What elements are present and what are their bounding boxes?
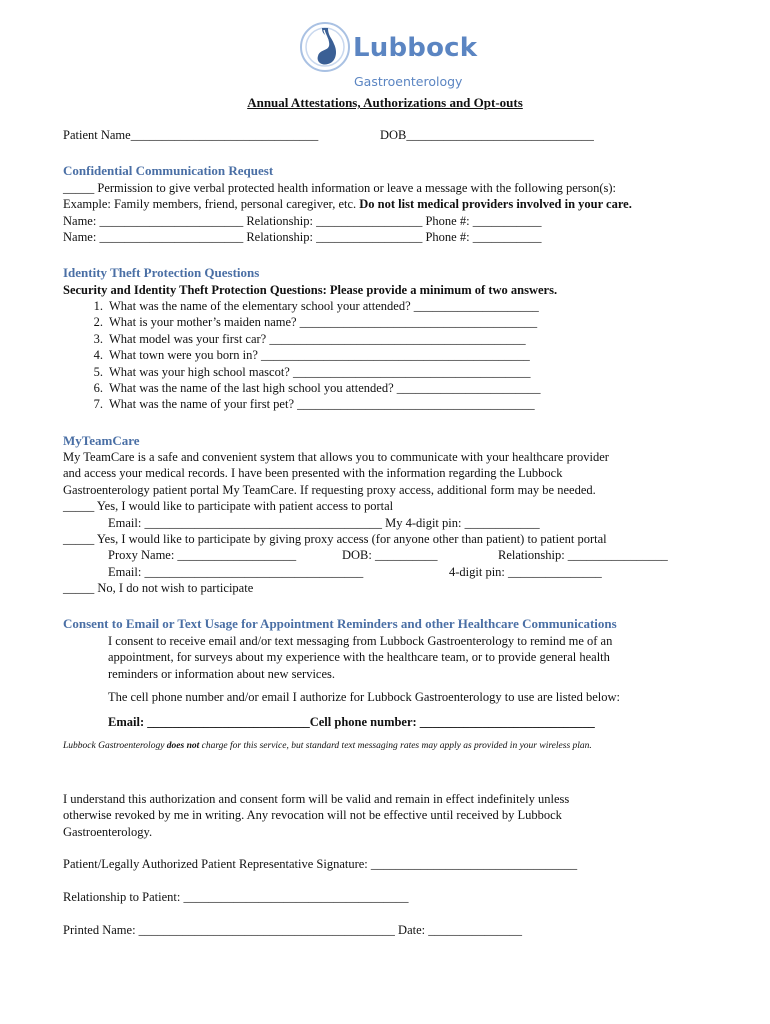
portal-yes-option[interactable]: _____ Yes, I would like to participate with patient access to portal bbox=[63, 499, 394, 514]
proxy-yes-option[interactable]: _____ Yes, I would like to participate by giving proxy access (for anyone other than patient) to patient portal bbox=[63, 532, 607, 547]
proxy-email-field[interactable]: Email: ___________________________________ bbox=[108, 564, 364, 579]
list-item[interactable]: 3. What model was your first car? _________________________________________ bbox=[93, 331, 526, 346]
logo-subtitle: Gastroenterology bbox=[354, 74, 463, 89]
portal-no-option[interactable]: _____ No, I do not wish to participate bbox=[63, 581, 254, 596]
closing-text-1: I understand this authorization and consent form will be valid and remain in effect indefinitely unless bbox=[63, 792, 570, 806]
patient-name-field[interactable]: Patient Name______________________________ bbox=[63, 128, 319, 142]
confidential-section bbox=[63, 180, 632, 246]
myteamcare-heading: MyTeamCare bbox=[63, 433, 140, 448]
proxy-relationship-field[interactable]: Relationship: ________________ bbox=[498, 548, 668, 563]
closing-statement bbox=[63, 791, 569, 840]
signature-field[interactable]: Patient/Legally Authorized Patient Representative Signature: _________________________________ bbox=[63, 857, 578, 871]
consent-section bbox=[63, 633, 620, 730]
proxy-name-field[interactable]: Proxy Name: ___________________ bbox=[108, 548, 297, 563]
proxy-dob-field[interactable]: DOB: __________ bbox=[342, 548, 438, 563]
consent-text-1: I consent to receive email and/or text messaging from Lubbock Gastroenterology to remind me of an bbox=[108, 634, 613, 648]
closing-text-2: otherwise revoked by me in writing. Any revocation will not be effective until received by Lubbock bbox=[63, 808, 562, 823]
consent-text-3: reminders or information about new services. bbox=[108, 666, 336, 681]
list-item[interactable]: 7. What was the name of your first pet? ______________________________________ bbox=[93, 397, 535, 412]
identity-subheading: Security and Identity Theft Protection Questions: Please provide a minimum of two answers. bbox=[63, 283, 558, 297]
security-questions-list bbox=[63, 298, 541, 413]
closing-text-3: Gastroenterology. bbox=[63, 824, 153, 839]
consent-email-tail: ______ bbox=[272, 714, 310, 729]
consent-text-4: The cell phone number and/or email I authorize for Lubbock Gastroenterology to use are listed below: bbox=[108, 690, 620, 705]
portal-email-pin-field[interactable]: Email: ______________________________________ My 4-digit pin: ____________ bbox=[108, 515, 540, 530]
list-item[interactable]: 6. What was the name of the last high school you attended? _______________________ bbox=[93, 381, 541, 396]
email-cell-row bbox=[108, 714, 620, 730]
stomach-logo-icon bbox=[298, 18, 360, 80]
list-item[interactable]: 4. What town were you born in? ___________________________________________ bbox=[93, 348, 530, 363]
consent-text-2: appointment, for surveys about my experience with the healthcare team, or to provide general health bbox=[108, 650, 610, 665]
identity-heading: Identity Theft Protection Questions bbox=[63, 265, 260, 280]
verbal-permission-field[interactable]: _____ Permission to give verbal protected health information or leave a message with the following person(s): bbox=[63, 181, 616, 195]
consent-heading: Consent to Email or Text Usage for Appointment Reminders and other Healthcare Communications bbox=[63, 616, 617, 631]
proxy-row bbox=[63, 547, 668, 563]
list-item[interactable]: 2. What is your mother’s maiden name? ______________________________________ bbox=[93, 315, 538, 330]
list-item[interactable]: 1. What was the name of the elementary school your attended? ____________________ bbox=[93, 299, 539, 313]
logo-name: Lubbock bbox=[353, 33, 478, 63]
myteamcare-section bbox=[63, 449, 668, 597]
relationship-field[interactable]: Relationship to Patient: ____________________________________ bbox=[63, 890, 409, 904]
consent-email-field[interactable]: Email: ____________________ bbox=[108, 714, 273, 729]
proxy-email-row bbox=[63, 564, 609, 580]
lubbock-gastroenterology-logo bbox=[298, 18, 478, 89]
contact-row-2[interactable]: Name: _______________________ Relationship: _________________ Phone #: ___________ bbox=[63, 230, 542, 245]
proxy-pin-field[interactable]: 4-digit pin: _______________ bbox=[449, 564, 602, 579]
example-warning: Do not list medical providers involved in your care. bbox=[359, 197, 632, 212]
myteamcare-text-3: Gastroenterology patient portal My TeamCare. If requesting proxy access, additional form may be needed. bbox=[63, 482, 596, 497]
page-title: Annual Attestations, Authorizations and Opt-outs bbox=[247, 95, 523, 110]
myteamcare-text-2: and access your medical records. I have been presented with the information regarding the Lubbock bbox=[63, 466, 563, 481]
example-text: Example: Family members, friend, personal caregiver, etc. bbox=[63, 197, 360, 212]
confidential-heading: Confidential Communication Request bbox=[63, 163, 274, 178]
fine-print: Lubbock Gastroenterology does not charge for this service, but standard text messaging rates may apply as provided in your wireless plan. bbox=[63, 741, 592, 751]
cell-phone-field[interactable]: Cell phone number: ____________________________ bbox=[309, 714, 595, 729]
contact-row-1[interactable]: Name: _______________________ Relationship: _________________ Phone #: ___________ bbox=[63, 213, 542, 228]
printed-name-date-field[interactable]: Printed Name: _________________________________________ Date: _______________ bbox=[63, 923, 522, 937]
example-line bbox=[63, 196, 632, 212]
myteamcare-text-1: My TeamCare is a safe and convenient system that allows you to communicate with your healthcare provider bbox=[63, 450, 609, 464]
list-item[interactable]: 5. What was your high school mascot? ______________________________________ bbox=[93, 364, 531, 379]
dob-field[interactable]: DOB______________________________ bbox=[380, 128, 594, 142]
